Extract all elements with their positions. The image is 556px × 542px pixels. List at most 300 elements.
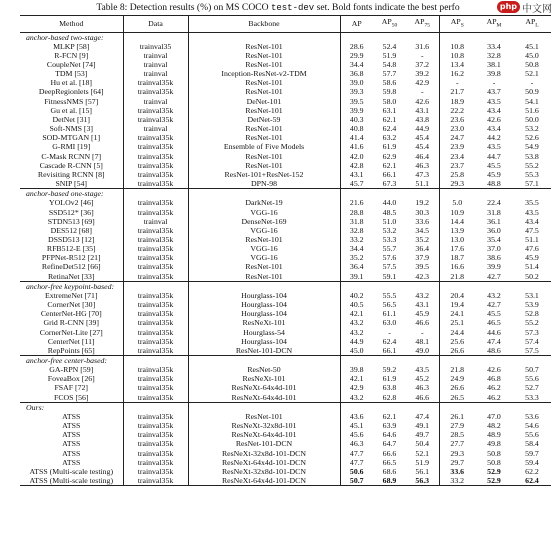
cell-method: FCOS [56] (20, 393, 123, 403)
cell-data: trainval35k (123, 393, 188, 403)
cell-ap75: 43.1 (406, 106, 439, 115)
cell-data: trainval35 (123, 42, 188, 51)
cell-apl: 54.9 (525, 142, 539, 152)
cell-ap50: 56.5 (382, 300, 397, 310)
cell-ap50: 54.8 (382, 60, 397, 70)
empty-cell (123, 281, 188, 291)
cell-aps: - (455, 78, 459, 88)
cell-backbone: ResNet-101-DCN (188, 439, 340, 448)
cell-aps: 24.4 (450, 327, 465, 337)
cell-backbone: ResNet-101 (188, 124, 340, 133)
cell-ap75: 44.9 (406, 124, 439, 133)
cell-ap: 40.3 (349, 114, 364, 124)
cell-method: R-FCN [9] (20, 51, 123, 60)
cell-apm: 46.8 (487, 374, 501, 384)
cell-apl: 57.1 (513, 179, 551, 189)
cell-ap50: 66.1 (373, 346, 406, 356)
cell-apl: 58.4 (525, 439, 539, 449)
cell-ap50: 52.4 (382, 41, 397, 51)
cell-apl: - (530, 78, 534, 88)
cell-apl: 55.6 (525, 374, 539, 384)
cell-ap75: 35.2 (406, 235, 439, 244)
cell-ap75: 50.4 (406, 439, 439, 448)
cell-backbone: Hourglass-104 (188, 337, 340, 346)
col-header-method: Method (20, 16, 123, 33)
cell-aps: 27.7 (450, 439, 465, 449)
empty-cell (513, 189, 551, 199)
cell-apl: 53.8 (525, 151, 539, 161)
section-title: anchor-free center-based: (20, 356, 123, 366)
cell-ap75: 49.0 (406, 346, 439, 356)
cell-aps: 16.6 (450, 262, 465, 272)
cell-ap: 40.8 (349, 124, 364, 134)
cell-apl: 51.4 (525, 262, 539, 272)
cell-apm: 44.6 (487, 327, 501, 337)
empty-cell (340, 32, 373, 42)
cell-ap75: 46.3 (406, 161, 439, 170)
cell-ap: 36.8 (349, 69, 364, 79)
cell-aps: 29.3 (450, 448, 465, 458)
empty-cell (373, 32, 406, 42)
cell-apm: 44.7 (487, 151, 501, 161)
section-title: Ours: (20, 402, 123, 412)
cell-method: SNIP [54] (20, 179, 123, 189)
cell-backbone: Ensemble of Five Models (188, 142, 340, 151)
cell-method: ATSS (20, 421, 123, 430)
cell-aps: 10.9 (450, 207, 465, 217)
cell-ap75: 49.1 (406, 421, 439, 430)
cell-apl: 52.7 (525, 383, 539, 393)
cell-data: trainval35k (123, 458, 188, 467)
cell-ap: 42.9 (349, 383, 364, 393)
empty-cell (513, 356, 551, 366)
cell-ap75: - (406, 87, 439, 96)
cell-aps: 26.1 (450, 411, 465, 421)
cell-method: MLKP [58] (20, 42, 123, 51)
cell-ap50: 59.8 (382, 87, 397, 97)
cell-data: trainval35k (123, 374, 188, 383)
cell-method: FoveaBox [26] (20, 374, 123, 383)
results-table-container (20, 15, 551, 486)
cell-backbone: Hourglass-54 (188, 328, 340, 337)
cell-aps: 10.8 (450, 41, 465, 51)
cell-data: trainval35k (123, 226, 188, 235)
cell-ap75: 52.1 (406, 449, 439, 458)
cell-data: trainval35k (123, 467, 188, 476)
cell-ap: 45.1 (349, 421, 364, 431)
cell-apl: 51.6 (525, 105, 539, 115)
cell-ap50: 68.6 (382, 466, 397, 476)
cell-apl: 43.4 (525, 216, 539, 226)
cell-aps: 24.9 (450, 374, 465, 384)
cell-method: DeepRegionlets [64] (20, 87, 123, 96)
section-title: anchor-based one-stage: (20, 189, 123, 199)
cell-ap75: 45.9 (406, 309, 439, 318)
table-row (20, 133, 551, 142)
empty-cell (475, 281, 513, 291)
empty-cell (406, 356, 439, 366)
cell-backbone: ResNet-101 (188, 42, 340, 51)
cell-ap75: 19.2 (406, 198, 439, 207)
table-row (20, 170, 551, 179)
cell-aps: 29.3 (439, 179, 475, 189)
cell-method: FitnessNMS [57] (20, 97, 123, 106)
col-header-apl: $AP_L$ (513, 16, 551, 33)
cell-ap: 42.0 (349, 151, 364, 161)
table-row (20, 161, 551, 170)
cell-ap75: 56.1 (406, 467, 439, 476)
empty-cell (188, 356, 340, 366)
cell-data: trainval35k (123, 421, 188, 430)
cell-apl: 50.9 (525, 87, 539, 97)
cell-ap50: 66.1 (382, 169, 397, 179)
cell-data: trainval (123, 124, 188, 133)
cell-apl: 43.5 (525, 207, 539, 217)
cell-ap50: 63.0 (382, 318, 397, 328)
cell-method: G-RMI [19] (20, 142, 123, 151)
cell-ap: 31.8 (349, 216, 364, 226)
cell-apl: 55.2 (525, 160, 539, 170)
cell-apm: 33.4 (487, 41, 501, 51)
cell-data: trainval35k (123, 439, 188, 448)
cell-apl: 45.1 (525, 41, 539, 51)
empty-cell (373, 402, 406, 412)
cell-ap: 42.1 (349, 309, 364, 319)
empty-cell (475, 402, 513, 412)
cell-backbone: ResNeXt-32x8d-101-DCN (188, 449, 340, 458)
cell-ap: 35.2 (349, 253, 364, 263)
cell-aps: 28.5 (450, 430, 465, 440)
empty-cell (188, 189, 340, 199)
cell-apl: 57.4 (525, 336, 539, 346)
cell-data: trainval35k (123, 300, 188, 309)
cell-backbone: ResNet-101 (188, 262, 340, 271)
cell-method: RetinaNet [33] (20, 272, 123, 282)
cell-method: DetNet [31] (20, 115, 123, 124)
cell-apm: 43.2 (487, 290, 501, 300)
cell-apl: 54.6 (525, 421, 539, 431)
empty-cell (475, 356, 513, 366)
table-row (20, 235, 551, 244)
table-row (20, 272, 551, 282)
cell-data: trainval35k (123, 179, 188, 189)
cell-method: YOLOv2 [46] (20, 198, 123, 207)
table-row (20, 393, 551, 403)
cell-apm: 38.6 (487, 253, 501, 263)
cell-data: trainval35k (123, 235, 188, 244)
cell-backbone: DeNet-101 (188, 97, 340, 106)
cell-backbone: DenseNet-169 (188, 217, 340, 226)
cell-ap50: 51.0 (382, 216, 397, 226)
cell-method: ATSS (20, 449, 123, 458)
cell-aps: 24.7 (450, 133, 465, 143)
table-row (20, 346, 551, 356)
cell-apm: 45.5 (487, 309, 501, 319)
cell-apl: 54.1 (525, 96, 539, 106)
table-row (20, 337, 551, 346)
cell-ap: 40.5 (349, 300, 364, 310)
cell-backbone: ResNet-101 (188, 51, 340, 60)
cell-apm: 47.4 (487, 336, 501, 346)
cell-data: trainval35k (123, 87, 188, 96)
cell-apl: 55.6 (525, 430, 539, 440)
cell-apl: 50.8 (525, 60, 539, 70)
cell-method: PFPNet-R512 [21] (20, 253, 123, 262)
cell-ap50: 57.5 (382, 262, 397, 272)
cell-aps: 13.4 (450, 60, 465, 70)
cell-apm: 48.2 (487, 421, 501, 431)
cell-ap: 41.4 (349, 133, 364, 143)
cell-ap50: 59.2 (382, 365, 397, 375)
cell-ap75: 43.8 (406, 115, 439, 124)
cell-data: trainval35k (123, 272, 188, 282)
empty-cell (406, 189, 439, 199)
cell-ap: 47.7 (349, 457, 364, 467)
results-table (20, 15, 551, 486)
cell-apm: 43.4 (487, 124, 501, 134)
cell-ap75: 30.3 (406, 208, 439, 217)
cell-ap: 44.9 (349, 336, 364, 346)
cell-apm: - (492, 78, 496, 88)
cell-method: ExtremeNet [71] (20, 291, 123, 300)
cell-method: STDN513 [69] (20, 217, 123, 226)
cell-aps: 24.1 (450, 309, 465, 319)
empty-cell (123, 402, 188, 412)
cell-ap50: 62.8 (373, 393, 406, 403)
cell-aps: 23.9 (450, 142, 465, 152)
cell-data: trainval35k (123, 309, 188, 318)
cell-backbone: Hourglass-104 (188, 309, 340, 318)
cell-ap75: 43.5 (406, 365, 439, 374)
cell-method: RefineDet512 [66] (20, 262, 123, 271)
section-header-row (20, 356, 551, 366)
cell-ap50: 62.4 (382, 336, 397, 346)
cell-apl: 45.9 (525, 253, 539, 263)
cell-data: trainval (123, 69, 188, 78)
cell-apm: 45.9 (487, 169, 501, 179)
table-row (20, 476, 551, 486)
header-row (20, 16, 551, 33)
cell-ap50: 66.5 (382, 457, 397, 467)
table-row (20, 383, 551, 392)
cell-data: trainval35k (123, 161, 188, 170)
cell-ap: 45.7 (340, 179, 373, 189)
cell-ap50: 55.5 (382, 290, 397, 300)
table-row (20, 430, 551, 439)
cell-method: SOD-MTGAN [1] (20, 133, 123, 142)
empty-cell (406, 281, 439, 291)
empty-cell (340, 189, 373, 199)
cell-ap50: 63.9 (382, 421, 397, 431)
cell-apm: 37.0 (487, 244, 501, 254)
cell-data: trainval35k (123, 262, 188, 271)
cell-method: DES512 [68] (20, 226, 123, 235)
cell-apl: 57.3 (525, 327, 539, 337)
cell-ap75: 51.1 (406, 179, 439, 189)
cell-ap: 39.9 (349, 105, 364, 115)
cell-method: SSD512* [36] (20, 208, 123, 217)
cell-backbone: ResNeXt-64x4d-101-DCN (188, 458, 340, 467)
watermark-logo: php (497, 1, 520, 13)
cell-ap: 33.2 (349, 234, 364, 244)
cell-apm: 43.5 (487, 96, 501, 106)
cell-backbone: ResNet-101 (188, 152, 340, 161)
table-row (20, 309, 551, 318)
cell-aps: 14.4 (450, 216, 465, 226)
cell-ap75: - (406, 51, 439, 60)
table-row (20, 439, 551, 448)
cell-ap50: - (388, 327, 391, 337)
cell-ap75: 48.1 (406, 337, 439, 346)
cell-apm: 32.8 (487, 50, 501, 60)
empty-cell (373, 189, 406, 199)
cell-backbone: ResNet-101 (188, 272, 340, 282)
cell-aps: 18.9 (450, 96, 465, 106)
empty-cell (439, 281, 475, 291)
cell-backbone: ResNet-101-DCN (188, 346, 340, 356)
cell-ap: 40.2 (349, 290, 364, 300)
cell-aps: 5.0 (452, 198, 463, 208)
cell-backbone: ResNet-101 (188, 78, 340, 87)
cell-ap50: 57.6 (382, 253, 397, 263)
cell-data: trainval35k (123, 318, 188, 327)
cell-backbone: Hourglass-104 (188, 300, 340, 309)
cell-data: trainval35k (123, 244, 188, 253)
cell-ap75: 39.2 (406, 69, 439, 78)
cell-ap50: 62.9 (382, 151, 397, 161)
cell-backbone: ResNeXt-64x4d-101 (188, 430, 340, 439)
cell-ap50: 62.1 (382, 114, 397, 124)
cell-aps: 23.0 (450, 124, 465, 134)
cell-ap75: 42.9 (406, 78, 439, 87)
cell-aps: 23.4 (450, 151, 465, 161)
cell-backbone: VGG-16 (188, 244, 340, 253)
cell-apl: 47.5 (525, 225, 539, 235)
cell-method: CenterNet-HG [70] (20, 309, 123, 318)
cell-method: TDM [53] (20, 69, 123, 78)
cell-data: trainval35k (123, 152, 188, 161)
cell-data: trainval35k (123, 412, 188, 421)
cell-apm: 43.7 (487, 87, 501, 97)
cell-method: Revisiting RCNN [8] (20, 170, 123, 179)
cell-method: CornerNet-Lite [27] (20, 328, 123, 337)
cell-apm: 48.9 (487, 430, 501, 440)
cell-ap50: 64.6 (382, 430, 397, 440)
cell-data: trainval35k (123, 208, 188, 217)
cell-apl: 45.0 (525, 50, 539, 60)
table-row (20, 115, 551, 124)
table-row (20, 60, 551, 69)
cell-method: Hu et al. [18] (20, 78, 123, 87)
cell-ap75: 42.6 (406, 97, 439, 106)
col-header-backbone: Backbone (188, 16, 340, 33)
cell-data: trainval35k (123, 115, 188, 124)
cell-ap: 43.6 (349, 411, 364, 421)
cell-apl: 52.6 (525, 133, 539, 143)
cell-aps: 23.6 (450, 114, 465, 124)
cell-apl: 62.4 (513, 476, 551, 486)
cell-ap75: 51.9 (406, 458, 439, 467)
cell-ap: 34.4 (349, 244, 364, 254)
cell-data: trainval (123, 51, 188, 60)
cell-apl: 55.3 (525, 169, 539, 179)
cell-data: trainval35k (123, 328, 188, 337)
cell-backbone: ResNet-101 (188, 106, 340, 115)
cell-aps: 13.9 (450, 225, 465, 235)
cell-ap50: 53.2 (382, 225, 397, 235)
cell-method: C-Mask RCNN [7] (20, 152, 123, 161)
cell-ap50: 64.7 (382, 439, 397, 449)
cell-apm: 36.0 (487, 225, 501, 235)
cell-backbone: VGG-16 (188, 226, 340, 235)
col-header-ap: AP (340, 16, 373, 33)
cell-apm: 48.6 (475, 346, 513, 356)
cell-ap: 28.8 (349, 207, 364, 217)
section-header-row (20, 281, 551, 291)
empty-cell (188, 281, 340, 291)
cell-ap: 39.8 (349, 365, 364, 375)
section-header-row (20, 402, 551, 412)
empty-cell (340, 281, 373, 291)
empty-cell (439, 356, 475, 366)
cell-ap50: 62.1 (382, 411, 397, 421)
table-row (20, 208, 551, 217)
empty-cell (373, 356, 406, 366)
cell-aps: 22.2 (450, 105, 465, 115)
col-header-ap50: $AP_{50}$ (373, 16, 406, 33)
cell-method: Cascade R-CNN [5] (20, 161, 123, 170)
cell-ap50: 57.7 (382, 69, 397, 79)
col-header-apm: $AP_M$ (475, 16, 513, 33)
cell-backbone: DetNet-59 (188, 115, 340, 124)
cell-ap: 43.2 (349, 318, 364, 328)
cell-ap: 45.6 (349, 430, 364, 440)
empty-cell (188, 402, 340, 412)
empty-cell (475, 189, 513, 199)
cell-data: trainval35k (123, 170, 188, 179)
cell-apl: 52.8 (525, 309, 539, 319)
cell-method: GA-RPN [59] (20, 365, 123, 374)
empty-cell (123, 189, 188, 199)
table-row (20, 97, 551, 106)
cell-ap50: 44.0 (382, 198, 397, 208)
cell-apm: 42.7 (487, 300, 501, 310)
cell-ap50: 53.3 (382, 234, 397, 244)
cell-data: trainval35k (123, 78, 188, 87)
caption-split-name: test-dev (270, 3, 315, 13)
cell-ap: 28.6 (349, 41, 364, 51)
cell-apl: 35.5 (525, 198, 539, 208)
cell-method: ATSS (20, 430, 123, 439)
table-row (20, 69, 551, 78)
cell-data: trainval35k (123, 253, 188, 262)
section-header-row (20, 32, 551, 42)
cell-ap75: 42.3 (406, 272, 439, 282)
cell-ap75: 46.6 (406, 318, 439, 327)
cell-ap: 43.1 (349, 169, 364, 179)
cell-backbone: ResNet-101 (188, 235, 340, 244)
cell-ap: 47.7 (349, 448, 364, 458)
empty-cell (513, 402, 551, 412)
cell-ap50: 55.7 (382, 244, 397, 254)
cell-apl: 52.1 (525, 69, 539, 79)
cell-apm: 49.8 (487, 439, 501, 449)
cell-aps: 25.1 (450, 318, 465, 328)
cell-aps: 26.5 (439, 393, 475, 403)
table-row (20, 300, 551, 309)
table-row (20, 244, 551, 253)
empty-cell (439, 32, 475, 42)
